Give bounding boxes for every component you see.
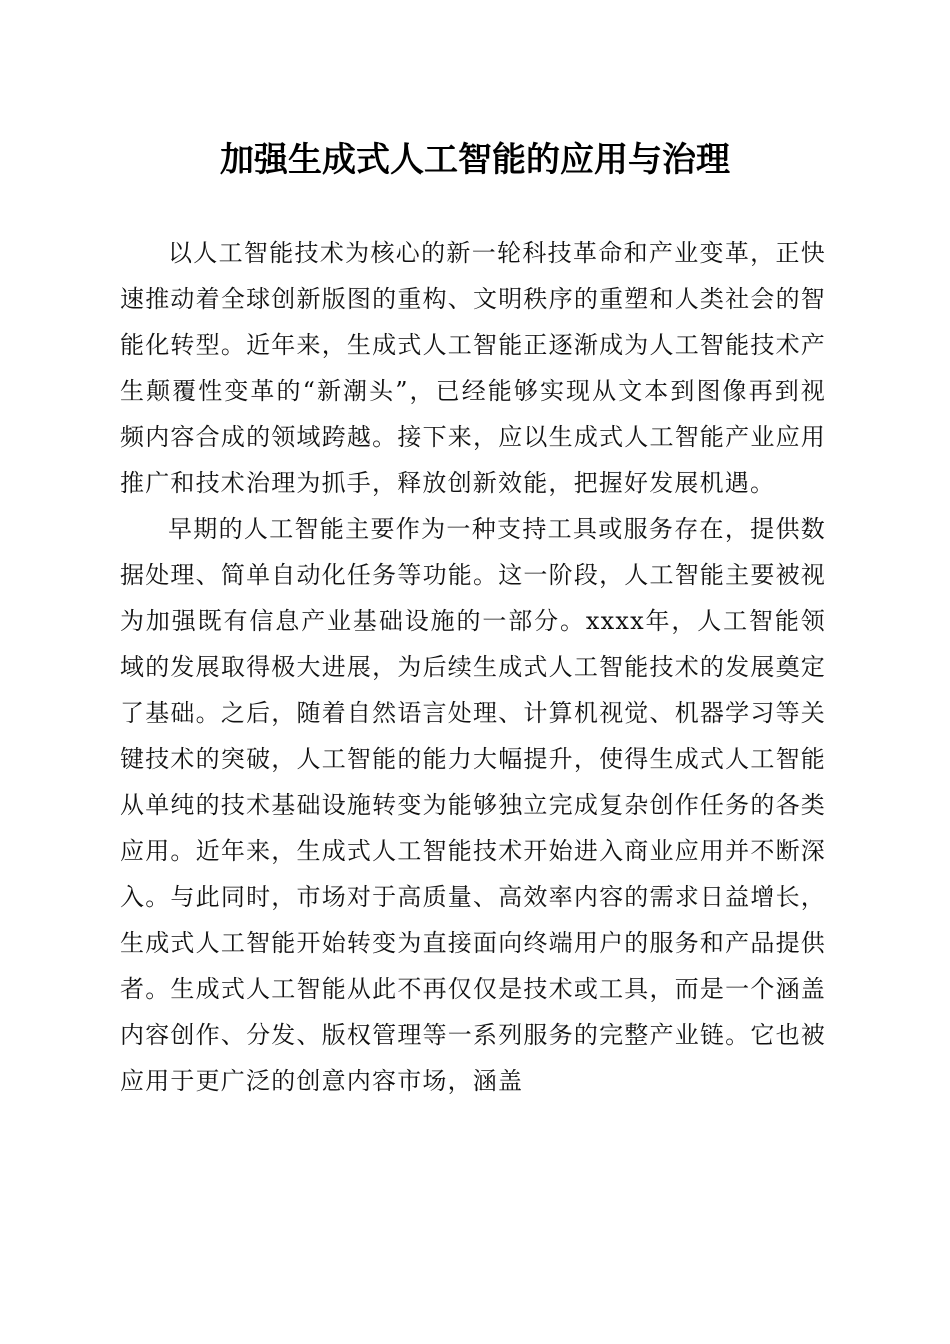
document-title: 加强生成式人工智能的应用与治理 [220, 140, 730, 180]
paragraph-2: 早期的人工智能主要作为一种支持工具或服务存在，提供数据处理、简单自动化任务等功能。这一阶段，人工智能主要被视为加强既有信息产业基础设施的一部分。xxxx年，人工智能领域的发展取得极大进展，为后续生成式人工智能技术的发展奠定了基础。之后，随着自然语言处理、计算机视觉、机器学习等关键技术的突破，人工智能的能力大幅提升，使得生成式人工智能从单纯的技术基础设施转变为能够独立完成复杂创作任务的各类应用。近年来，生成式人工智能技术开始进入商业应用并不断深入。与此同时，市场对于高质量、高效率内容的需求日益增长，生成式人工智能开始转变为直接面向终端用户的服务和产品提供者。生成式人工智能从此不再仅仅是技术或工具，而是一个涵盖内容创作、分发、版权管理等一系列服务的完整产业链。它也被应用于更广泛的创意内容市场，涵盖 [120, 515, 826, 1095]
document-body [120, 230, 826, 1104]
paragraph-1: 以人工智能技术为核心的新一轮科技革命和产业变革，正快速推动着全球创新版图的重构、文明秩序的重塑和人类社会的智能化转型。近年来，生成式人工智能正逐渐成为人工智能技术产生颠覆性变革的“新潮头”，已经能够实现从文本到图像再到视频内容合成的领域跨越。接下来，应以生成式人工智能产业应用推广和技术治理为抓手，释放创新效能，把握好发展机遇。 [120, 239, 826, 497]
